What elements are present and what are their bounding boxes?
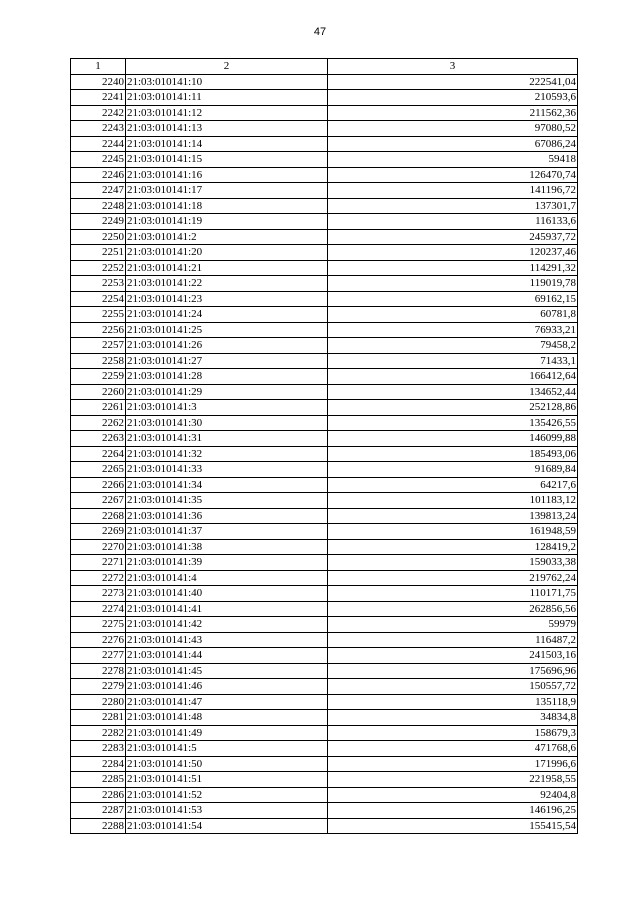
cadastral-number-cell: 21:03:010141:10 — [126, 74, 328, 90]
table-row — [71, 586, 578, 602]
table-row — [71, 803, 578, 819]
value-cell: 210593,6 — [328, 90, 578, 106]
value-cell: 159033,38 — [328, 555, 578, 571]
value-cell: 211562,36 — [328, 105, 578, 121]
cadastral-number-cell: 21:03:010141:22 — [126, 276, 328, 292]
table-body — [71, 74, 578, 834]
cadastral-number-cell: 21:03:010141:14 — [126, 136, 328, 152]
row-number-cell: 2274 — [71, 601, 126, 617]
cadastral-number-cell: 21:03:010141:29 — [126, 384, 328, 400]
cadastral-number-cell: 21:03:010141:36 — [126, 508, 328, 524]
table-row — [71, 136, 578, 152]
value-cell: 59979 — [328, 617, 578, 633]
cadastral-number-cell: 21:03:010141:2 — [126, 229, 328, 245]
table-row — [71, 477, 578, 493]
cadastral-number-cell: 21:03:010141:18 — [126, 198, 328, 214]
table-row — [71, 663, 578, 679]
cadastral-number-cell: 21:03:010141:15 — [126, 152, 328, 168]
cadastral-number-cell: 21:03:010141:32 — [126, 446, 328, 462]
row-number-cell: 2271 — [71, 555, 126, 571]
value-cell: 60781,8 — [328, 307, 578, 323]
table-row — [71, 570, 578, 586]
value-cell: 119019,78 — [328, 276, 578, 292]
table-row — [71, 648, 578, 664]
row-number-cell: 2281 — [71, 710, 126, 726]
value-cell: 116133,6 — [328, 214, 578, 230]
row-number-cell: 2287 — [71, 803, 126, 819]
row-number-cell: 2243 — [71, 121, 126, 137]
row-number-cell: 2249 — [71, 214, 126, 230]
table-row — [71, 90, 578, 106]
value-cell: 221958,55 — [328, 772, 578, 788]
row-number-cell: 2275 — [71, 617, 126, 633]
table-row — [71, 462, 578, 478]
page-number: 47 — [313, 26, 327, 38]
cadastral-number-cell: 21:03:010141:37 — [126, 524, 328, 540]
table-row — [71, 400, 578, 416]
table-row — [71, 524, 578, 540]
cadastral-number-cell: 21:03:010141:4 — [126, 570, 328, 586]
row-number-cell: 2253 — [71, 276, 126, 292]
cadastral-number-cell: 21:03:010141:30 — [126, 415, 328, 431]
value-cell: 64217,6 — [328, 477, 578, 493]
cadastral-number-cell: 21:03:010141:41 — [126, 601, 328, 617]
cadastral-number-cell: 21:03:010141:26 — [126, 338, 328, 354]
cadastral-number-cell: 21:03:010141:42 — [126, 617, 328, 633]
table-row — [71, 229, 578, 245]
value-cell: 219762,24 — [328, 570, 578, 586]
value-cell: 241503,16 — [328, 648, 578, 664]
table-row — [71, 617, 578, 633]
cadastral-number-cell: 21:03:010141:20 — [126, 245, 328, 261]
row-number-cell: 2255 — [71, 307, 126, 323]
table-row — [71, 741, 578, 757]
value-cell: 92404,8 — [328, 787, 578, 803]
row-number-cell: 2259 — [71, 369, 126, 385]
row-number-cell: 2269 — [71, 524, 126, 540]
table-row — [71, 384, 578, 400]
cadastral-number-cell: 21:03:010141:51 — [126, 772, 328, 788]
cadastral-number-cell: 21:03:010141:45 — [126, 663, 328, 679]
value-cell: 110171,75 — [328, 586, 578, 602]
table-row — [71, 322, 578, 338]
value-cell: 166412,64 — [328, 369, 578, 385]
table-row — [71, 446, 578, 462]
table-row — [71, 105, 578, 121]
cadastral-number-cell: 21:03:010141:44 — [126, 648, 328, 664]
row-number-cell: 2278 — [71, 663, 126, 679]
value-cell: 116487,2 — [328, 632, 578, 648]
table-row — [71, 725, 578, 741]
row-number-cell: 2241 — [71, 90, 126, 106]
header-col-3: 3 — [328, 59, 578, 75]
table-row — [71, 74, 578, 90]
cadastral-number-cell: 21:03:010141:53 — [126, 803, 328, 819]
cadastral-number-cell: 21:03:010141:40 — [126, 586, 328, 602]
cadastral-number-cell: 21:03:010141:21 — [126, 260, 328, 276]
cadastral-number-cell: 21:03:010141:46 — [126, 679, 328, 695]
row-number-cell: 2264 — [71, 446, 126, 462]
row-number-cell: 2257 — [71, 338, 126, 354]
value-cell: 97080,52 — [328, 121, 578, 137]
value-cell: 471768,6 — [328, 741, 578, 757]
value-cell: 69162,15 — [328, 291, 578, 307]
table-row — [71, 415, 578, 431]
row-number-cell: 2268 — [71, 508, 126, 524]
table-row — [71, 710, 578, 726]
cadastral-number-cell: 21:03:010141:31 — [126, 431, 328, 447]
row-number-cell: 2244 — [71, 136, 126, 152]
row-number-cell: 2265 — [71, 462, 126, 478]
row-number-cell: 2248 — [71, 198, 126, 214]
value-cell: 34834,8 — [328, 710, 578, 726]
value-cell: 150557,72 — [328, 679, 578, 695]
value-cell: 114291,32 — [328, 260, 578, 276]
value-cell: 135118,9 — [328, 694, 578, 710]
row-number-cell: 2246 — [71, 167, 126, 183]
row-number-cell: 2251 — [71, 245, 126, 261]
table-row — [71, 198, 578, 214]
row-number-cell: 2272 — [71, 570, 126, 586]
cadastral-number-cell: 21:03:010141:3 — [126, 400, 328, 416]
row-number-cell: 2266 — [71, 477, 126, 493]
table-row — [71, 679, 578, 695]
cadastral-number-cell: 21:03:010141:47 — [126, 694, 328, 710]
value-cell: 245937,72 — [328, 229, 578, 245]
row-number-cell: 2270 — [71, 539, 126, 555]
cadastral-number-cell: 21:03:010141:33 — [126, 462, 328, 478]
cadastral-table — [70, 58, 578, 834]
row-number-cell: 2252 — [71, 260, 126, 276]
row-number-cell: 2242 — [71, 105, 126, 121]
value-cell: 139813,24 — [328, 508, 578, 524]
table-row — [71, 167, 578, 183]
table-row — [71, 756, 578, 772]
table-row — [71, 214, 578, 230]
cadastral-number-cell: 21:03:010141:27 — [126, 353, 328, 369]
value-cell: 135426,55 — [328, 415, 578, 431]
value-cell: 141196,72 — [328, 183, 578, 199]
value-cell: 146099,88 — [328, 431, 578, 447]
value-cell: 171996,6 — [328, 756, 578, 772]
table-row — [71, 291, 578, 307]
value-cell: 175696,96 — [328, 663, 578, 679]
row-number-cell: 2285 — [71, 772, 126, 788]
row-number-cell: 2240 — [71, 74, 126, 90]
cadastral-number-cell: 21:03:010141:35 — [126, 493, 328, 509]
row-number-cell: 2273 — [71, 586, 126, 602]
row-number-cell: 2286 — [71, 787, 126, 803]
value-cell: 137301,7 — [328, 198, 578, 214]
header-row — [71, 59, 578, 75]
table-row — [71, 353, 578, 369]
cadastral-number-cell: 21:03:010141:13 — [126, 121, 328, 137]
cadastral-number-cell: 21:03:010141:11 — [126, 90, 328, 106]
value-cell: 146196,25 — [328, 803, 578, 819]
table-row — [71, 493, 578, 509]
table-row — [71, 787, 578, 803]
cadastral-number-cell: 21:03:010141:34 — [126, 477, 328, 493]
value-cell: 71433,1 — [328, 353, 578, 369]
row-number-cell: 2263 — [71, 431, 126, 447]
row-number-cell: 2280 — [71, 694, 126, 710]
cadastral-number-cell: 21:03:010141:5 — [126, 741, 328, 757]
cadastral-number-cell: 21:03:010141:49 — [126, 725, 328, 741]
cadastral-number-cell: 21:03:010141:16 — [126, 167, 328, 183]
value-cell: 79458,2 — [328, 338, 578, 354]
cadastral-number-cell: 21:03:010141:48 — [126, 710, 328, 726]
table-row — [71, 369, 578, 385]
cadastral-number-cell: 21:03:010141:38 — [126, 539, 328, 555]
value-cell: 155415,54 — [328, 818, 578, 834]
value-cell: 76933,21 — [328, 322, 578, 338]
table-row — [71, 245, 578, 261]
cadastral-number-cell: 21:03:010141:17 — [126, 183, 328, 199]
table-header — [71, 59, 578, 75]
row-number-cell: 2279 — [71, 679, 126, 695]
row-number-cell: 2284 — [71, 756, 126, 772]
table-row — [71, 601, 578, 617]
value-cell: 252128,86 — [328, 400, 578, 416]
value-cell: 59418 — [328, 152, 578, 168]
table-row — [71, 431, 578, 447]
row-number-cell: 2262 — [71, 415, 126, 431]
cadastral-number-cell: 21:03:010141:50 — [126, 756, 328, 772]
row-number-cell: 2258 — [71, 353, 126, 369]
cadastral-number-cell: 21:03:010141:54 — [126, 818, 328, 834]
cadastral-number-cell: 21:03:010141:52 — [126, 787, 328, 803]
value-cell: 185493,06 — [328, 446, 578, 462]
table-row — [71, 772, 578, 788]
value-cell: 126470,74 — [328, 167, 578, 183]
row-number-cell: 2282 — [71, 725, 126, 741]
row-number-cell: 2250 — [71, 229, 126, 245]
row-number-cell: 2267 — [71, 493, 126, 509]
table-row — [71, 694, 578, 710]
table-row — [71, 508, 578, 524]
table-row — [71, 539, 578, 555]
cadastral-number-cell: 21:03:010141:28 — [126, 369, 328, 385]
table-row — [71, 260, 578, 276]
table-row — [71, 307, 578, 323]
cadastral-number-cell: 21:03:010141:19 — [126, 214, 328, 230]
table-row — [71, 183, 578, 199]
value-cell: 67086,24 — [328, 136, 578, 152]
value-cell: 158679,3 — [328, 725, 578, 741]
cadastral-number-cell: 21:03:010141:23 — [126, 291, 328, 307]
cadastral-number-cell: 21:03:010141:25 — [126, 322, 328, 338]
row-number-cell: 2260 — [71, 384, 126, 400]
cadastral-number-cell: 21:03:010141:12 — [126, 105, 328, 121]
table-row — [71, 121, 578, 137]
row-number-cell: 2276 — [71, 632, 126, 648]
table-row — [71, 338, 578, 354]
row-number-cell: 2283 — [71, 741, 126, 757]
table-row — [71, 632, 578, 648]
table-row — [71, 152, 578, 168]
header-col-1: 1 — [71, 59, 126, 75]
row-number-cell: 2245 — [71, 152, 126, 168]
value-cell: 262856,56 — [328, 601, 578, 617]
row-number-cell: 2256 — [71, 322, 126, 338]
cadastral-number-cell: 21:03:010141:43 — [126, 632, 328, 648]
row-number-cell: 2288 — [71, 818, 126, 834]
value-cell: 222541,04 — [328, 74, 578, 90]
value-cell: 120237,46 — [328, 245, 578, 261]
header-col-2: 2 — [126, 59, 328, 75]
table-row — [71, 818, 578, 834]
value-cell: 128419,2 — [328, 539, 578, 555]
cadastral-number-cell: 21:03:010141:39 — [126, 555, 328, 571]
row-number-cell: 2247 — [71, 183, 126, 199]
value-cell: 161948,59 — [328, 524, 578, 540]
table-row — [71, 555, 578, 571]
value-cell: 91689,84 — [328, 462, 578, 478]
row-number-cell: 2261 — [71, 400, 126, 416]
value-cell: 134652,44 — [328, 384, 578, 400]
row-number-cell: 2254 — [71, 291, 126, 307]
row-number-cell: 2277 — [71, 648, 126, 664]
value-cell: 101183,12 — [328, 493, 578, 509]
table-row — [71, 276, 578, 292]
cadastral-number-cell: 21:03:010141:24 — [126, 307, 328, 323]
